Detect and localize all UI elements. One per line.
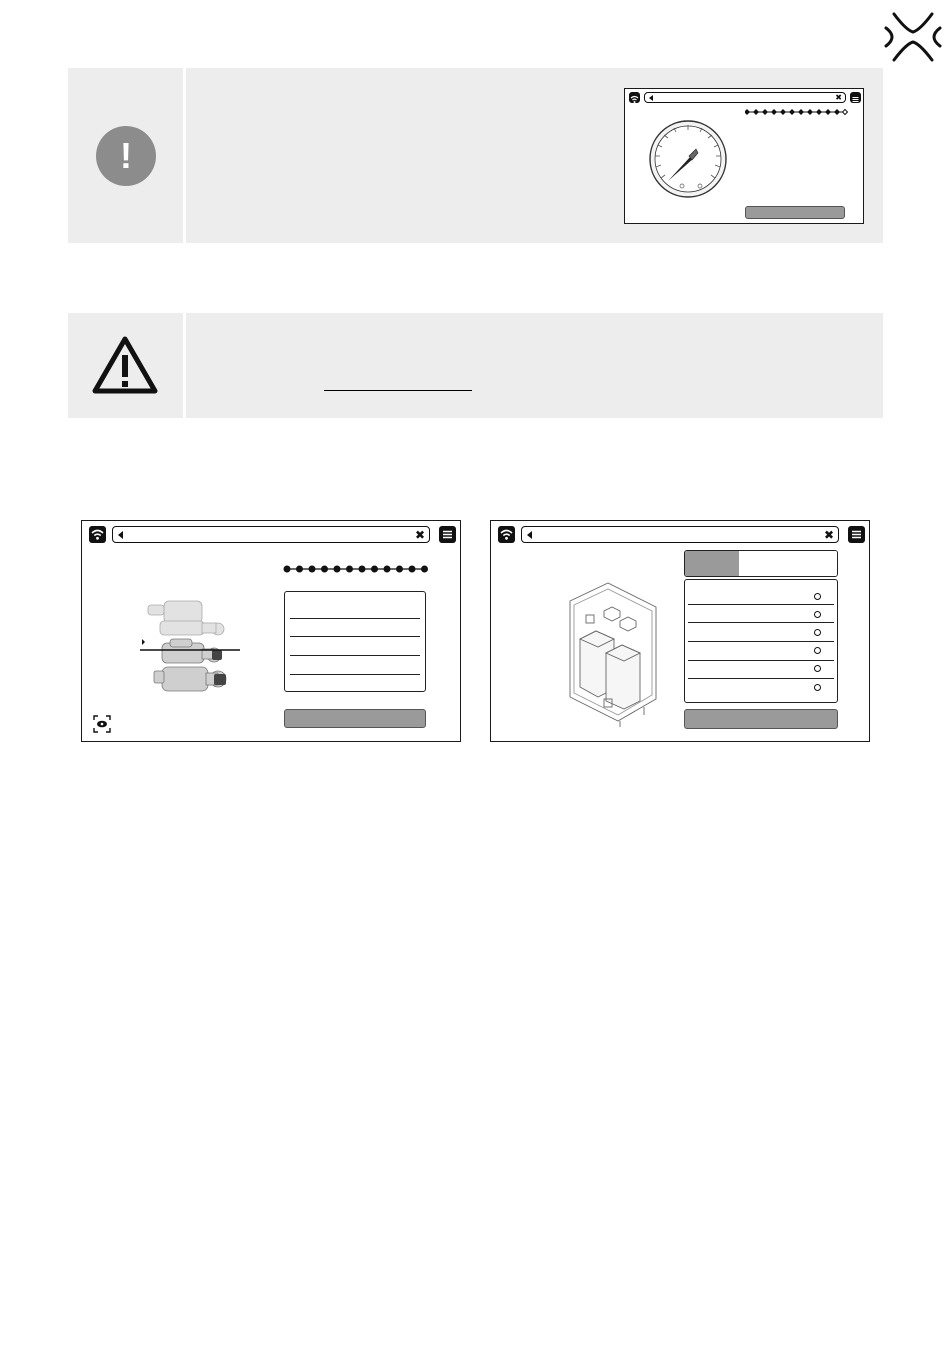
tab-active[interactable] (685, 551, 739, 576)
selection-marker (142, 639, 145, 645)
brand-x-logo (884, 8, 942, 66)
hamburger-menu-icon[interactable] (850, 92, 861, 103)
wifi-icon (629, 92, 640, 103)
list-row[interactable] (290, 636, 420, 637)
wifi-icon (89, 526, 106, 543)
confirm-button[interactable] (284, 709, 426, 728)
tab-inactive[interactable] (739, 551, 837, 576)
unit-isometric-illustration (566, 581, 662, 731)
list-row[interactable] (290, 655, 420, 656)
valve-list[interactable] (284, 591, 426, 692)
exclamation-circle-icon: ! (96, 126, 156, 186)
gear-icon[interactable] (814, 593, 821, 600)
hyperlink-underline[interactable] (324, 390, 472, 391)
back-arrow-icon[interactable] (118, 531, 123, 539)
info-note (68, 68, 883, 243)
pressure-screen-thumbnail (624, 88, 864, 224)
hamburger-menu-icon[interactable] (848, 526, 865, 543)
wifi-icon (498, 526, 515, 543)
close-icon[interactable]: ✖ (823, 527, 834, 542)
gear-icon[interactable] (814, 684, 821, 691)
close-icon[interactable]: ✖ (414, 527, 425, 542)
list-row[interactable] (688, 604, 834, 605)
warning-triangle-icon (92, 335, 158, 395)
gear-icon[interactable] (814, 629, 821, 636)
note-divider (183, 313, 186, 418)
gear-icon[interactable] (814, 611, 821, 618)
back-arrow-icon[interactable] (527, 531, 532, 539)
scan-icon[interactable] (93, 715, 111, 733)
list-row[interactable] (688, 622, 834, 623)
gear-icon[interactable] (814, 665, 821, 672)
title-bar (644, 92, 846, 103)
list-row[interactable] (688, 641, 834, 642)
title-bar (112, 526, 430, 543)
tab-bar (684, 550, 838, 577)
list-row[interactable] (290, 674, 420, 675)
note-divider (183, 68, 186, 243)
valve-assembly-illustration (140, 591, 244, 703)
component-list[interactable] (684, 579, 838, 703)
back-arrow-icon[interactable] (649, 95, 653, 101)
pressure-gauge (645, 120, 731, 200)
list-row[interactable] (688, 678, 834, 679)
progress-steps (745, 108, 849, 116)
close-icon[interactable]: ✖ (835, 92, 842, 102)
title-bar (521, 526, 839, 543)
continue-button[interactable] (745, 206, 845, 219)
hamburger-menu-icon[interactable] (439, 526, 456, 543)
list-row[interactable] (290, 618, 420, 619)
warning-note (68, 313, 883, 418)
gear-icon[interactable] (814, 647, 821, 654)
valve-screen (81, 520, 461, 742)
unit-screen (490, 520, 870, 742)
confirm-button[interactable] (684, 709, 838, 729)
progress-steps (282, 563, 430, 575)
list-row[interactable] (688, 660, 834, 661)
